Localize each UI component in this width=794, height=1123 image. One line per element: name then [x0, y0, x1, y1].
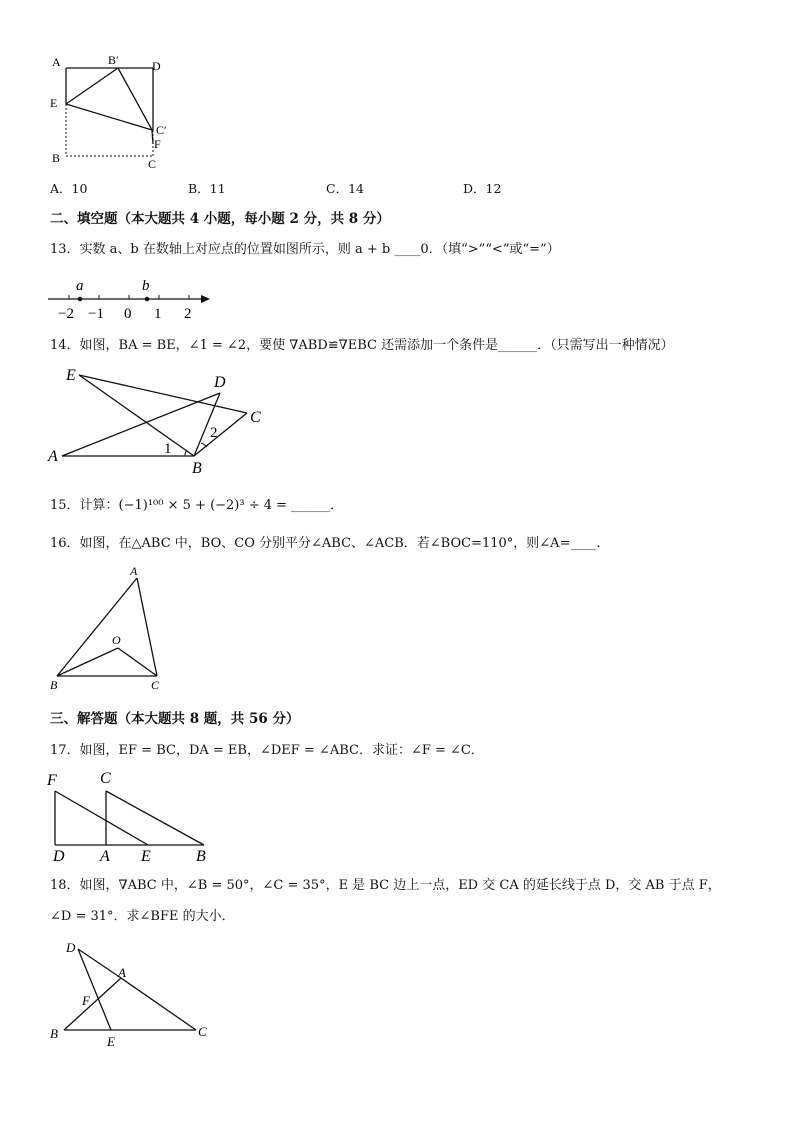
fold-rectangle-figure: [44, 52, 184, 177]
tick-label-2: 0: [124, 306, 132, 322]
label-a: a: [76, 278, 84, 294]
label-A: A: [130, 564, 138, 578]
label-D: D: [66, 940, 76, 955]
label-A: A: [100, 848, 110, 864]
number-line-figure: [44, 274, 219, 322]
label-B: B: [192, 460, 202, 477]
label-O: O: [112, 633, 121, 647]
label-E: E: [107, 1034, 115, 1049]
question-17: 17．如图，EF = BC，DA = EB，∠DEF = ∠ABC．求证：∠F = ∠C．: [50, 743, 484, 758]
label-F: F: [154, 137, 161, 151]
triangle-extension-figure: [44, 938, 224, 1053]
point-a: [78, 297, 83, 302]
label-B-prime: B′: [108, 53, 119, 67]
triangle-bisector-figure: [44, 562, 174, 694]
question-18-line-1: 18．如图，∇ABC 中，∠B = 50°，∠C = 35°，E 是 BC 边上一点，ED 交 CA 的延长线于点 D，交 AB 于点 F，: [50, 878, 721, 893]
question-18-line-2: ∠D = 31°．求∠BFE 的大小．: [50, 909, 235, 924]
label-F: F: [82, 993, 90, 1008]
label-B: B: [50, 678, 58, 692]
label-F: F: [47, 772, 57, 789]
point-b: [145, 297, 150, 302]
option-a: A．10: [50, 181, 88, 196]
label-E: E: [141, 848, 151, 864]
label-C: C: [250, 409, 261, 426]
label-b: b: [142, 278, 150, 294]
label-D: D: [53, 848, 65, 864]
tick-label-0: −2: [58, 306, 74, 322]
label-A: A: [118, 965, 126, 980]
label-E: E: [50, 96, 58, 110]
label-C: C: [198, 1024, 207, 1039]
label-D: D: [214, 374, 226, 391]
option-b: B．11: [188, 181, 226, 196]
angle-label-2: 2: [210, 425, 218, 441]
tick-label-1: −1: [88, 306, 104, 322]
label-C: C: [148, 157, 157, 171]
label-A: A: [48, 448, 58, 465]
label-C: C: [151, 678, 160, 692]
tick-label-4: 2: [184, 306, 192, 322]
label-B: B: [52, 151, 61, 165]
option-c: C．14: [326, 181, 364, 196]
right-triangles-figure: [44, 766, 224, 864]
angle-label-1: 1: [164, 441, 172, 457]
section-3-heading: 三、解答题（本大题共 8 题，共 56 分）: [50, 711, 300, 727]
triangles-q14-figure: [44, 365, 274, 480]
question-15: 15．计算：(−1)¹⁰⁰ × 5 + (−2)³ ÷ 4 = ______．: [50, 498, 344, 513]
question-13: 13．实数 a、b 在数轴上对应点的位置如图所示，则 a + b ____0．（填“>”“<”或“=”）: [50, 242, 560, 257]
label-C-prime: C′: [156, 123, 167, 137]
label-C: C: [100, 770, 111, 787]
label-E: E: [66, 367, 76, 384]
tick-label-3: 1: [154, 306, 162, 322]
question-16: 16．如图，在△ABC 中，BO、CO 分别平分∠ABC、∠ACB．若∠BOC=110°，则∠A=____．: [50, 536, 610, 551]
label-B: B: [50, 1026, 58, 1041]
label-A: A: [52, 55, 61, 69]
question-14: 14．如图，BA = BE，∠1 = ∠2，要使 ∇ABD≌∇EBC 还需添加一个条件是______．（只需写出一种情况）: [50, 338, 674, 353]
label-D: D: [152, 59, 161, 73]
section-2-heading: 二、填空题（本大题共 4 小题，每小题 2 分，共 8 分）: [50, 211, 390, 227]
option-d: D．12: [463, 181, 502, 196]
label-B: B: [196, 848, 206, 864]
